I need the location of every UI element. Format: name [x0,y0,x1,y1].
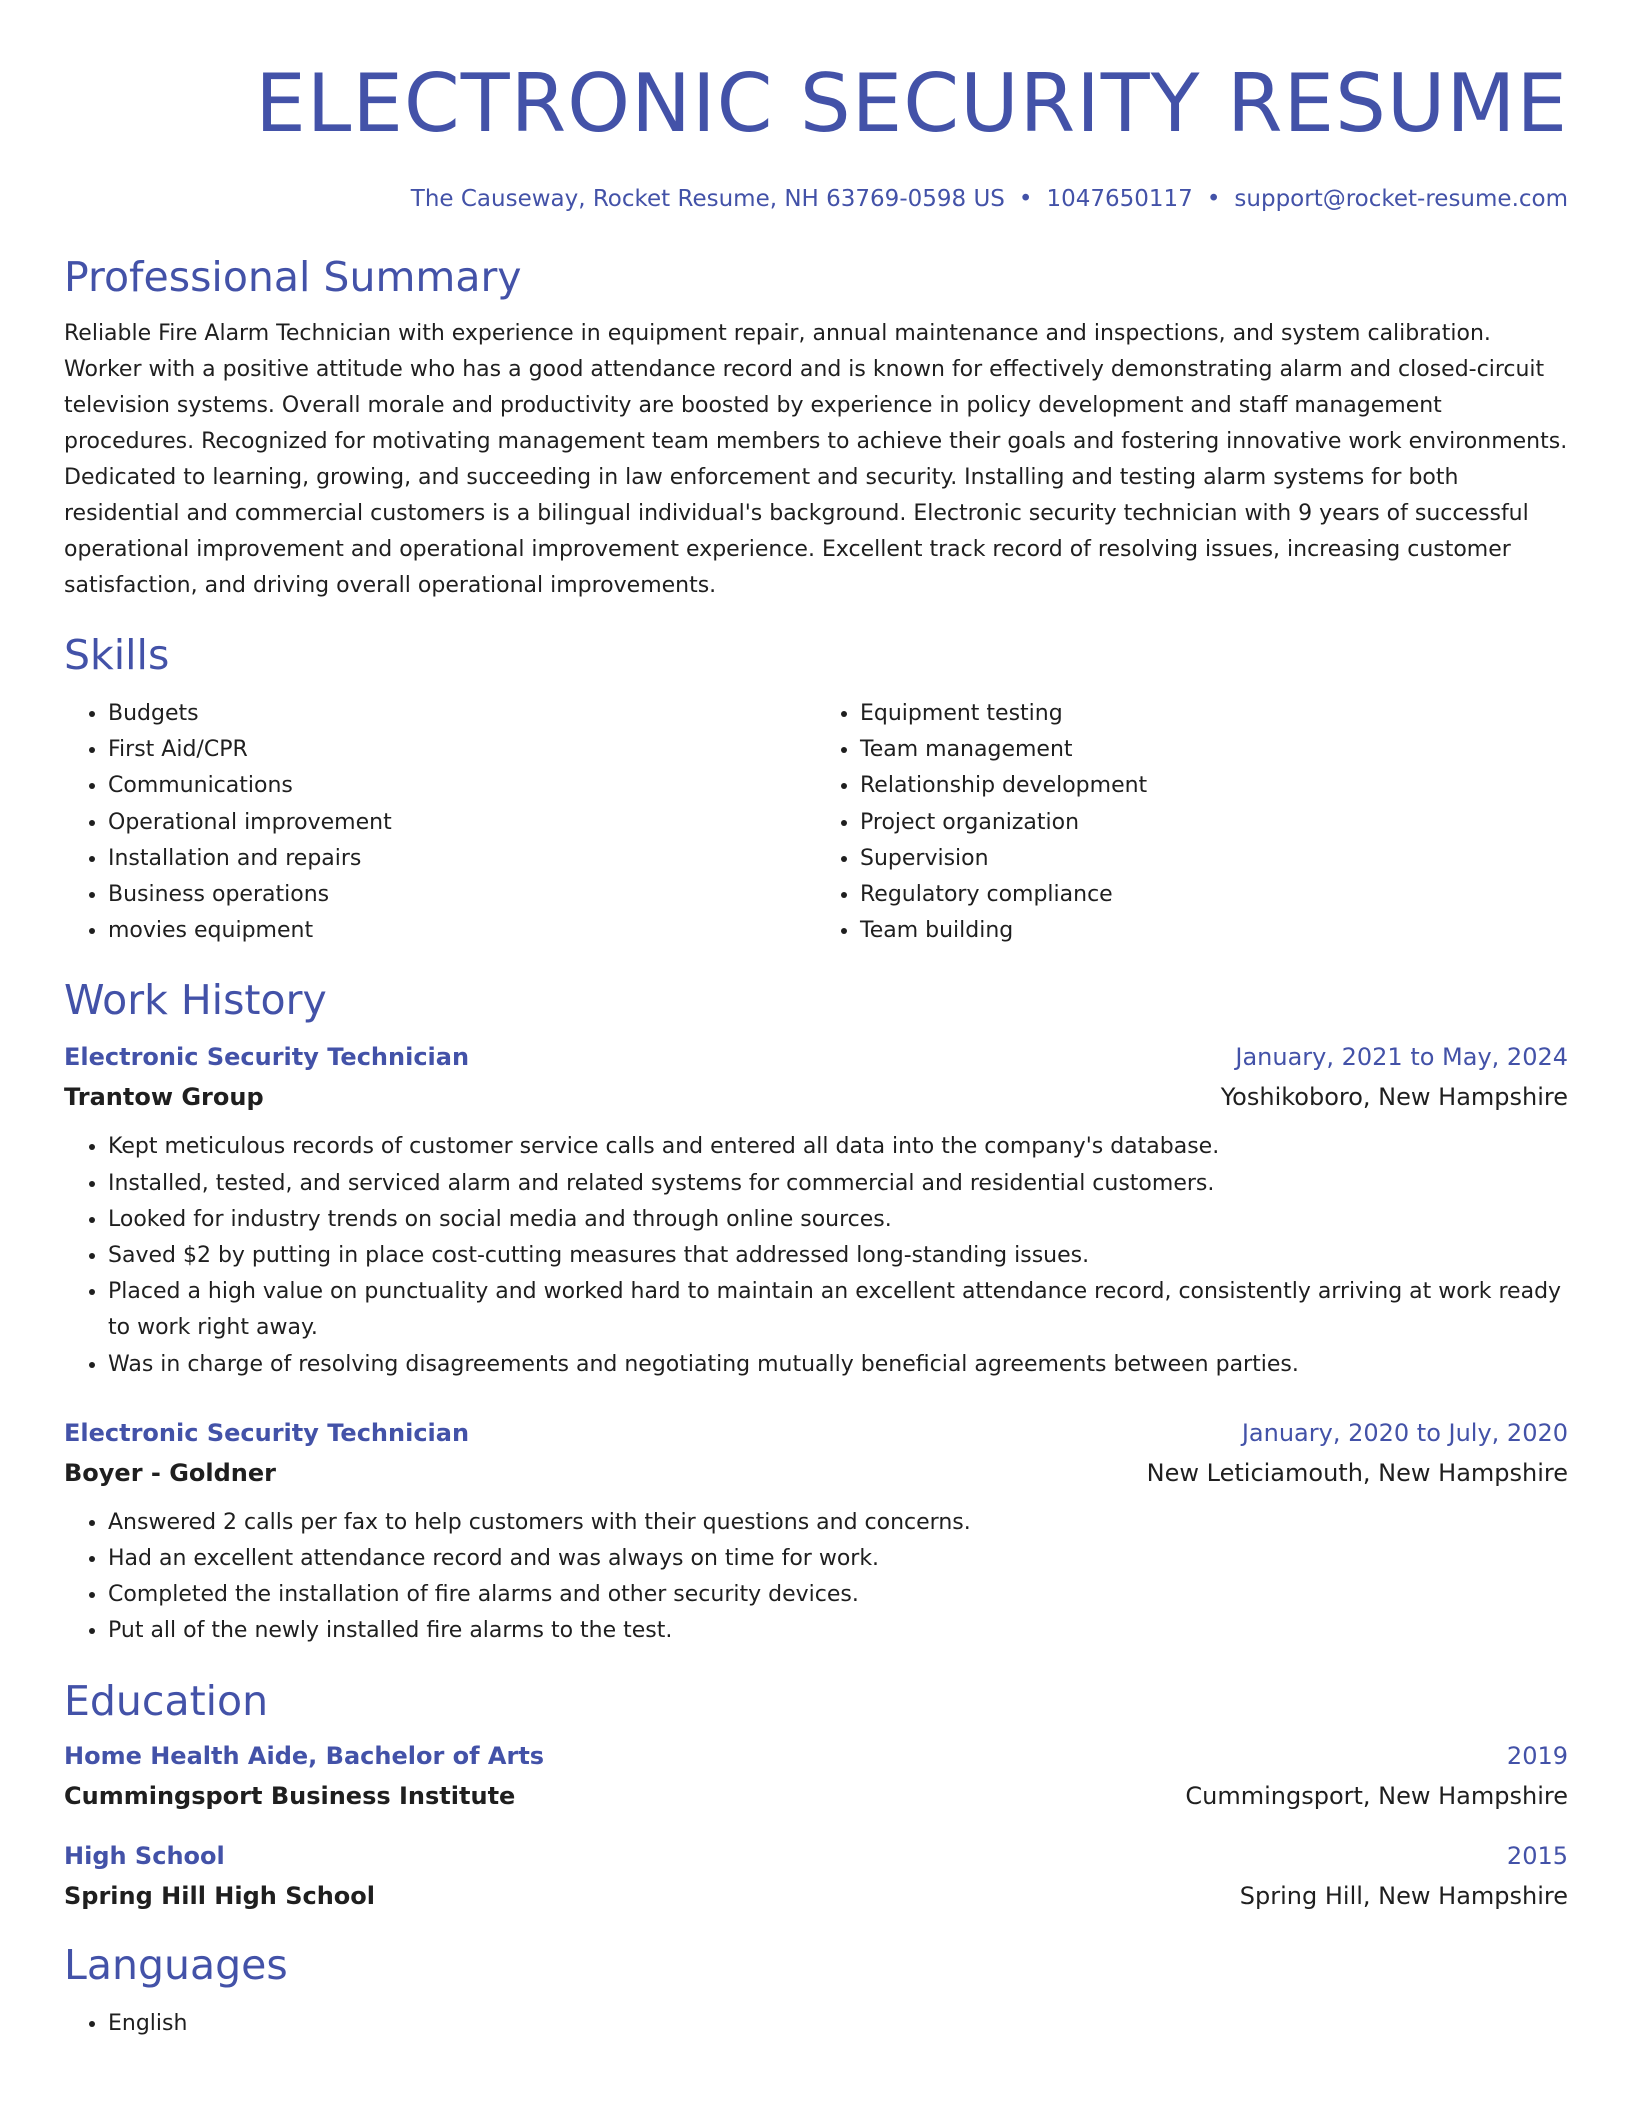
skill-item: • Team building [860,913,1568,949]
skill-item: • movies equipment [108,913,816,949]
skill-item: • Installation and repairs [108,841,816,877]
skill-item: • Regulatory compliance [860,877,1568,913]
skills-heading: Skills [64,631,170,679]
skills-columns [64,696,1568,949]
job-bullet: • Placed a high value on punctuality and worked hard to maintain an excellent attendance record, consistently arriving at work ready to work right away. [108,1274,1568,1346]
contact-separator: • [1206,186,1221,212]
job-bullet: • Installed, tested, and serviced alarm and related systems for commercial and residential customers. [108,1166,1568,1202]
education-degree-row [64,1740,1568,1772]
education-school-row [64,1780,1568,1812]
job-bullet-list [64,1505,1568,1650]
education-entry [64,1740,1568,1812]
contact-line [64,184,1568,214]
job-company-row [64,1457,1568,1489]
skill-item: • Supervision [860,841,1568,877]
job-entry [64,1417,1568,1650]
resume-header [64,56,1568,214]
education-location: Cummingsport, New Hampshire [1185,1781,1568,1810]
languages-heading: Languages [64,1940,288,1989]
job-bullet: • Saved $2 by putting in place cost-cutting measures that addressed long-standing issues. [108,1238,1568,1274]
contact-separator: • [1018,186,1033,212]
job-title: Electronic Security Technician [64,1043,470,1072]
education-school: Spring Hill High School [64,1881,376,1910]
job-bullet: • Put all of the newly installed fire alarms to the test. [108,1613,1568,1649]
skill-item: • Communications [108,768,816,804]
skill-item: • Budgets [108,696,816,732]
summary-text: Reliable Fire Alarm Technician with experience in equipment repair, annual maintenance and inspections, and system calibration. Worker with a positive attitude who has a good attendance record and is known for effectively demonstrating alarm and closed-circuit television systems. Overall morale and productivity are boosted by experience in policy development and staff management procedures. Recognized for motivating management team members to achieve their goals and fostering innovative work environments. Dedicated to learning, growing, and succeeding in law enforcement and security. Installing and testing alarm systems for both residential and commercial customers is a bilingual individual's background. Electronic security technician with 9 years of successful operational improvement and operational improvement experience. Excellent track record of resolving issues, increasing customer satisfaction, and driving overall operational improvements. [64,321,1568,598]
skill-item: • Team management [860,732,1568,768]
job-bullet: • Answered 2 calls per fax to help customers with their questions and concerns. [108,1505,1568,1541]
job-bullet-list [64,1129,1568,1382]
education-school: Cummingsport Business Institute [64,1781,516,1810]
skill-item: • First Aid/CPR [108,732,816,768]
education-year: 2019 [1506,1741,1568,1770]
skill-item: • Operational improvement [108,805,816,841]
language-item: • English [108,2006,1568,2042]
job-dates: January, 2020 to July, 2020 [1241,1418,1568,1447]
job-title-row [64,1041,1568,1073]
languages-list [64,2006,1568,2042]
resume-name: ELECTRONIC SECURITY RESUME [255,57,1568,150]
work-history-heading: Work History [64,976,327,1025]
job-company-row [64,1081,1568,1113]
skills-left-list [64,696,816,949]
summary-heading: Professional Summary [64,253,522,301]
education-location: Spring Hill, New Hampshire [1239,1881,1568,1910]
job-location: New Leticiamouth, New Hampshire [1146,1458,1568,1487]
contact-address: The Causeway, Rocket Resume, NH 63769-0598 US [410,186,1005,212]
job-company: Boyer - Goldner [64,1458,277,1487]
skill-item: • Business operations [108,877,816,913]
job-bullet: • Had an excellent attendance record and was always on time for work. [108,1541,1568,1577]
job-dates: January, 2021 to May, 2024 [1235,1043,1568,1072]
job-bullet: • Was in charge of resolving disagreements and negotiating mutually beneficial agreements between parties. [108,1347,1568,1383]
contact-email: support@rocket-resume.com [1234,186,1568,212]
education-school-row [64,1880,1568,1912]
job-title: Electronic Security Technician [64,1418,470,1447]
job-bullet: • Kept meticulous records of customer service calls and entered all data into the company's database. [108,1129,1568,1165]
education-entry [64,1840,1568,1912]
education-degree: High School [64,1841,225,1870]
job-bullet: • Completed the installation of fire alarms and other security devices. [108,1577,1568,1613]
skills-right-list [816,696,1568,949]
job-location: Yoshikoboro, New Hampshire [1220,1083,1568,1112]
skill-item: • Relationship development [860,768,1568,804]
job-title-row [64,1417,1568,1449]
job-company: Trantow Group [64,1083,264,1112]
skill-item: • Project organization [860,805,1568,841]
education-degree-row [64,1840,1568,1872]
education-year: 2015 [1506,1841,1568,1870]
education-degree: Home Health Aide, Bachelor of Arts [64,1741,545,1770]
job-entry [64,1041,1568,1382]
education-heading: Education [64,1676,269,1725]
job-bullet: • Looked for industry trends on social media and through online sources. [108,1202,1568,1238]
contact-phone: 1047650117 [1046,186,1193,212]
skill-item: • Equipment testing [860,696,1568,732]
